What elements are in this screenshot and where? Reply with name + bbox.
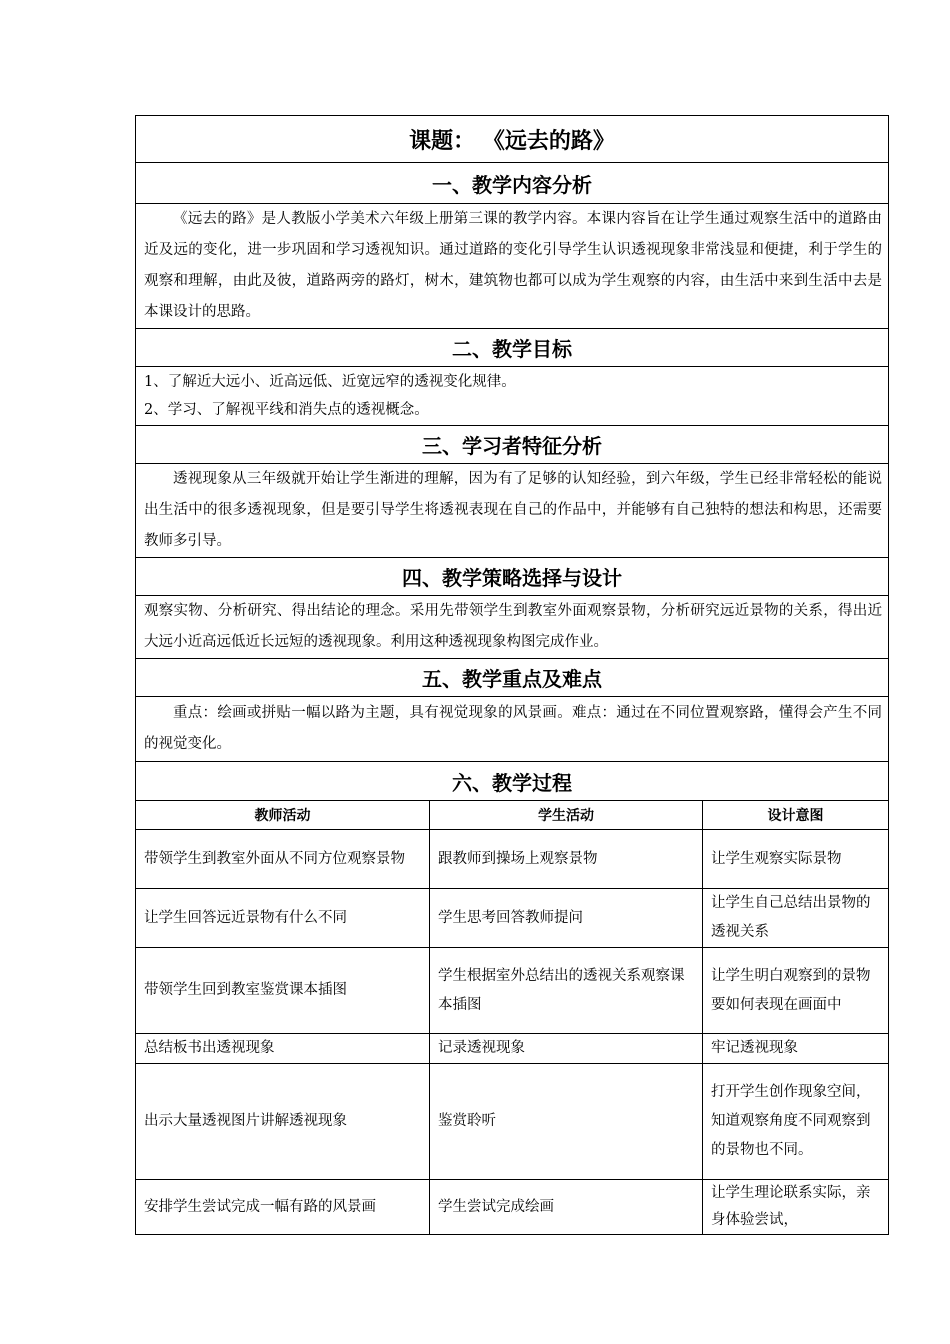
design-intent-cell: 牢记透视现象	[703, 1034, 889, 1064]
teacher-activity-cell: 让学生回答远近景物有什么不同	[136, 889, 430, 948]
student-activity-cell: 跟教师到操场上观察景物	[430, 830, 703, 889]
table-row	[136, 1064, 889, 1180]
student-activity-cell: 学生尝试完成绘画	[430, 1180, 703, 1235]
section-heading-strategy: 四、教学策略选择与设计	[136, 558, 889, 596]
section-heading-learner-analysis: 三、学习者特征分析	[136, 426, 889, 464]
section-body-learner-analysis	[136, 464, 889, 558]
teacher-activity-cell: 带领学生回到教室鉴赏课本插图	[136, 948, 430, 1034]
column-header-intent: 设计意图	[703, 801, 889, 830]
table-row	[136, 830, 889, 889]
student-activity-cell: 学生思考回答教师提问	[430, 889, 703, 948]
student-activity-cell: 学生根据室外总结出的透视关系观察课本插图	[430, 948, 703, 1034]
section-body-objectives	[136, 367, 889, 426]
column-header-teacher: 教师活动	[136, 801, 430, 830]
design-intent-cell: 打开学生创作现象空间，知道观察角度不同观察到的景物也不同。	[703, 1064, 889, 1180]
design-intent-cell: 让学生自己总结出景物的透视关系	[703, 889, 889, 948]
design-intent-cell: 让学生观察实际景物	[703, 830, 889, 889]
paragraph: 透视现象从三年级就开始让学生渐进的理解，因为有了足够的认知经验，到六年级，学生已经非常轻松的能说出生活中的很多透视现象，但是要引导学生将透视表现在自己的作品中，并能够有自己独特的想法和构思，还需要教师多引导。	[144, 471, 882, 549]
section-heading-process: 六、教学过程	[136, 762, 889, 801]
objective-item: 1、了解近大远小、近高远低、近宽远窄的透视变化规律。	[144, 374, 516, 390]
section-heading-objectives: 二、教学目标	[136, 329, 889, 367]
table-row	[136, 1034, 889, 1064]
design-intent-cell: 让学生理论联系实际，亲身体验尝试，	[703, 1180, 889, 1235]
table-row	[136, 1180, 889, 1235]
design-intent-cell: 让学生明白观察到的景物要如何表现在画面中	[703, 948, 889, 1034]
section-body-content-analysis	[136, 204, 889, 329]
table-row	[136, 948, 889, 1034]
lesson-plan-document	[135, 115, 888, 1235]
section-body-key-points	[136, 697, 889, 762]
student-activity-cell: 记录透视现象	[430, 1034, 703, 1064]
section-body-strategy	[136, 596, 889, 659]
teacher-activity-cell: 总结板书出透视现象	[136, 1034, 430, 1064]
objective-item: 2、学习、了解视平线和消失点的透视概念。	[144, 402, 429, 418]
teacher-activity-cell: 带领学生到教室外面从不同方位观察景物	[136, 830, 430, 889]
paragraph: 《远去的路》是人教版小学美术六年级上册第三课的教学内容。本课内容旨在让学生通过观察生活中的道路由近及远的变化，进一步巩固和学习透视知识。通过道路的变化引导学生认识透视现象非常浅显和便捷，利于学生的观察和理解，由此及彼，道路两旁的路灯，树木，建筑物也都可以成为学生观察的内容，由生活中来到生活中去是本课设计的思路。	[144, 211, 882, 320]
lesson-plan-table	[135, 115, 889, 1235]
section-heading-key-points: 五、教学重点及难点	[136, 659, 889, 697]
teacher-activity-cell: 安排学生尝试完成一幅有路的风景画	[136, 1180, 430, 1235]
table-row	[136, 889, 889, 948]
column-header-student: 学生活动	[430, 801, 703, 830]
student-activity-cell: 鉴赏聆听	[430, 1064, 703, 1180]
paragraph: 重点：绘画或拼贴一幅以路为主题，具有视觉现象的风景画。难点：通过在不同位置观察路，懂得会产生不同的视觉变化。	[144, 705, 882, 752]
teacher-activity-cell: 出示大量透视图片讲解透视现象	[136, 1064, 430, 1180]
section-heading-content-analysis: 一、教学内容分析	[136, 163, 889, 204]
paragraph: 观察实物、分析研究、得出结论的理念。采用先带领学生到教室外面观察景物，分析研究远近景物的关系，得出近大远小近高远低近长远短的透视现象。利用这种透视现象构图完成作业。	[144, 603, 882, 650]
lesson-title: 课题： 《远去的路》	[136, 116, 889, 163]
